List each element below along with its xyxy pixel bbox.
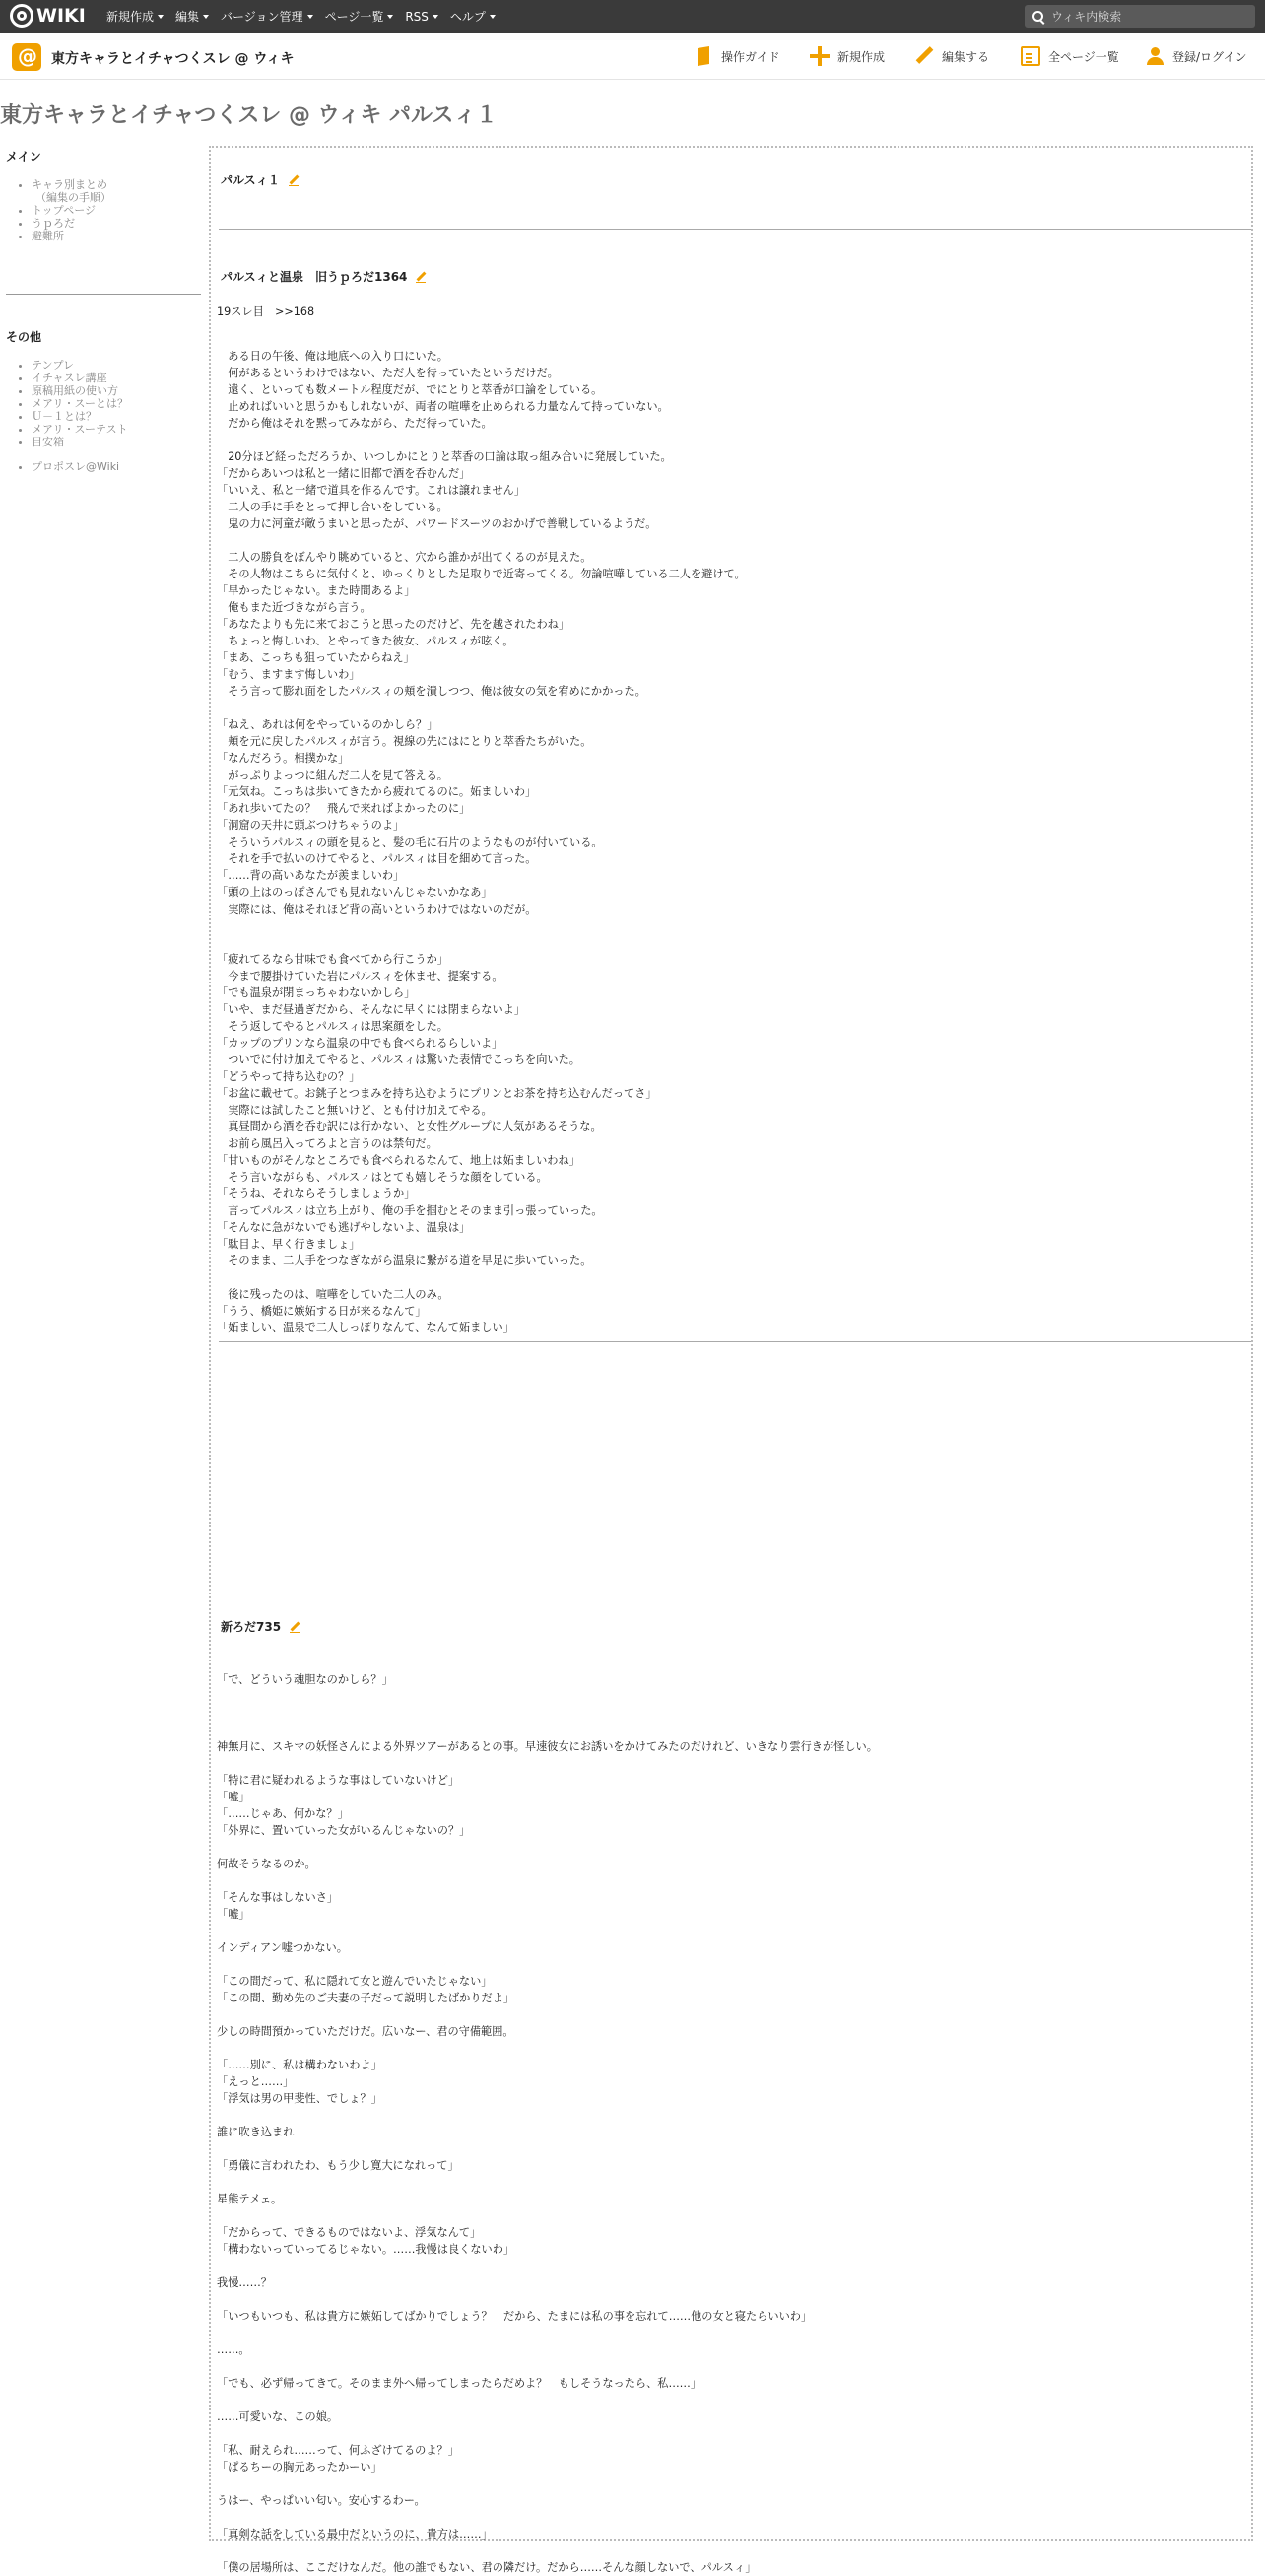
story-line	[217, 2542, 1241, 2559]
sidebar-main-list	[6, 178, 203, 242]
story-line: 何があるというわけではない、ただ人を待っていたというだけだ。	[217, 367, 559, 379]
story-line: そのまま、二人手をつなぎながら温泉に繋がる道を早足に歩いていった。	[217, 1254, 592, 1267]
sidebar-item[interactable]: • 避難所	[32, 230, 203, 242]
story-line: 「駄目よ、早く行きましょ」	[217, 1238, 361, 1251]
sidebar	[6, 148, 203, 508]
story-line	[217, 331, 1241, 348]
story-line	[217, 1839, 1241, 1856]
story-line: 「ぱるちーの胸元あったかーい」	[217, 2461, 382, 2474]
story-line	[217, 1705, 1241, 1722]
story-line: 少しの時間預かっていただけだ。広いなー、君の守備範囲。	[217, 2025, 514, 2038]
story-line: 「嘘」	[217, 1791, 250, 1803]
story-line: ちょっと悔しいわ、とやってきた彼女、パルスィが呟く。	[217, 635, 514, 647]
story-line: 「……別に、私は構わないわよ」	[217, 2059, 382, 2071]
story-line: 「疲れてるなら甘味でも食べてから行こうか」	[217, 953, 448, 966]
story-line	[217, 1638, 1241, 1655]
story-text	[217, 331, 1241, 1336]
top-menu	[106, 0, 507, 33]
story-line: 止めればいいと思うかもしれないが、両者の喧嘩を止められる力量なんて持っていない。	[217, 400, 669, 413]
story-line: ……可愛いな、この娘。	[217, 2410, 339, 2423]
story-line	[217, 917, 1241, 934]
story-line: 「洞窟の天井に頭ぶつけちゃうのよ」	[217, 819, 405, 832]
story-line: 二人の勝負をぼんやり眺めていると、穴から誰かが出てくるのが見えた。	[217, 551, 592, 564]
caret-down-icon	[387, 15, 393, 19]
story-line	[217, 2509, 1241, 2526]
all-pages-button[interactable]: 全ページ一覧	[1021, 45, 1119, 67]
story-line: 後に残ったのは、喧嘩をしていた二人のみ。	[217, 1288, 449, 1301]
story-line	[217, 1872, 1241, 1889]
menu-page-list[interactable]: ページ一覧	[325, 8, 394, 25]
plus-icon	[810, 46, 830, 66]
page-title: 東方キャラとイチャつくスレ @ ウィキ パルスィ１	[0, 103, 498, 128]
wiki-search	[1025, 5, 1255, 28]
story-line: 「そうね、それならそうしましょうか」	[217, 1187, 416, 1200]
story-line: 星熊テメェ。	[217, 2193, 283, 2205]
story-line	[217, 1755, 1241, 1772]
story-line: そう言って膨れ面をしたパルスィの頬を潰しつつ、俺は彼女の気を宥めにかかった。	[217, 685, 646, 698]
story-line: 「だからって、できるものではないよ、浮気なんて」	[217, 2226, 482, 2239]
story-line: 「なんだろう。相撲かな」	[217, 752, 350, 765]
story-line: 「うう、橋姫に嫉妬する日が来るなんて」	[217, 1305, 427, 1318]
story-line: 「元気ね。こっちは歩いてきたから疲れてるのに。妬ましいわ」	[217, 785, 537, 798]
top-navbar	[0, 0, 1265, 33]
story-line: 「あなたよりも先に来ておこうと思ったのだけど、先を越されたわね」	[217, 618, 570, 631]
story-line	[217, 2006, 1241, 2023]
story-line: 今まで腰掛けていた岩にパルスィを休ませ、提案する。	[217, 970, 503, 983]
section-divider	[219, 1341, 1251, 1342]
story-line: 遠く、といっても数メートル程度だが、でにとりと萃香が口論をしている。	[217, 383, 603, 396]
story-line: 「甘いものがそんなところでも食べられるなんて、地上は妬ましいわね」	[217, 1154, 580, 1167]
search-icon[interactable]	[1032, 11, 1043, 22]
story-line: 「構わないっていってるじゃない。……我慢は良くないわ」	[217, 2243, 515, 2256]
story-line: ある日の午後、俺は地底への入り口にいた。	[217, 350, 448, 363]
story-line: がっぷりよっつに組んだ二人を見て答える。	[217, 769, 448, 781]
new-page-button[interactable]: 新規作成	[810, 45, 885, 67]
story-line	[217, 2291, 1241, 2308]
sidebar-item[interactable]: • Ｕ－１とは？	[32, 410, 203, 423]
section-divider	[219, 229, 1251, 230]
menu-help[interactable]: ヘルプ	[450, 8, 496, 25]
story-line: 20分ほど経っただろうか、いつしかにとりと萃香の口論は取っ組み合いに発展していた。	[217, 450, 672, 463]
story-line: 「あれ歩いてたの？ 飛んで来ればよかったのに」	[217, 802, 471, 815]
story-line	[217, 2325, 1241, 2341]
story-line: 「この間だって、私に隠れて女と遊んでいたじゃない」	[217, 1975, 493, 1988]
story-line	[217, 2358, 1241, 2375]
add-user-icon	[1145, 46, 1165, 66]
story-line: ついでに付け加えてやると、パルスィは驚いた表情でこっちを向いた。	[217, 1053, 580, 1066]
story-line: 「私、耐えられ……って、何ふざけてるのよ？」	[217, 2444, 459, 2457]
story-line	[217, 700, 1241, 716]
story-line: 「ねえ、あれは何をやっているのかしら？」	[217, 718, 438, 731]
story-line: それを手で払いのけてやると、パルスィは目を細めて言った。	[217, 852, 537, 865]
menu-new[interactable]: 新規作成	[106, 8, 164, 25]
story-line: 「そんな事はしないさ」	[217, 1891, 339, 1904]
story-line: 「特に君に疑われるような事はしていないけど」	[217, 1774, 460, 1787]
story-line: 「でも温泉が閉まっちゃわないかしら」	[217, 986, 416, 999]
story-line: 「頭の上はのっぽさんでも見れないんじゃないかなあ」	[217, 886, 493, 899]
story-line	[217, 1722, 1241, 1738]
sidebar-item[interactable]: • 原稿用紙の使い方	[32, 384, 203, 397]
story-line: 誰に吹き込まれ	[217, 2126, 295, 2138]
story-line	[217, 532, 1241, 549]
story-text	[217, 1638, 1241, 2576]
story-heading: 新ろだ735	[221, 1618, 300, 1635]
story-line: 頬を元に戻したパルスィが言う。視線の先にはにとりと萃香たちがいた。	[217, 735, 592, 748]
site-header	[0, 33, 1265, 80]
main-content	[209, 146, 1253, 2574]
story-line: 何故そうなるのか。	[217, 1858, 316, 1870]
story-line	[217, 1269, 1241, 1286]
edit-pencil-icon[interactable]	[288, 174, 300, 186]
story-line: 「……背の高いあなたが羨ましいわ」	[217, 869, 405, 882]
story-line: 神無月に、スキマの妖怪さんによる外界ツアーがあるとの事。早速彼女にお誘いをかけてみたのだけれど、いきなり雲行きが怪しい。	[217, 1740, 878, 1753]
story-line	[217, 432, 1241, 448]
story-line: 我慢……？	[217, 2276, 272, 2289]
caret-down-icon	[203, 15, 209, 19]
story-line	[217, 2425, 1241, 2442]
story-line: 実際には試したこと無いけど、とも付け加えてやる。	[217, 1104, 493, 1117]
sidebar-item[interactable]: • メアリ・スーテスト	[32, 423, 203, 436]
caret-down-icon	[490, 15, 496, 19]
story-line: 「早かったじゃない。また時間あるよ」	[217, 584, 416, 597]
edit-page-button[interactable]: 編集する	[914, 45, 989, 67]
sidebar-link-list	[6, 460, 203, 473]
story-line: 「で、どういう魂胆なのかしら？」	[217, 1673, 393, 1686]
story-line	[217, 2040, 1241, 2057]
story-line	[217, 2475, 1241, 2492]
sidebar-other-list	[6, 359, 203, 448]
story-line: 「カップのプリンなら温泉の中でも食べられるらしいよ」	[217, 1037, 503, 1050]
edit-pencil-icon[interactable]	[415, 271, 427, 283]
story-line: 「外界に、置いていった女がいるんじゃないの？」	[217, 1824, 471, 1837]
site-title[interactable]: 東方キャラとイチャつくスレ @ ウィキ	[51, 51, 295, 67]
site-logo-icon[interactable]	[12, 43, 41, 71]
sidebar-item[interactable]: • メアリ・スーとは？	[32, 397, 203, 410]
story-line: 「だからあいつは私と一緒に旧都で酒を呑むんだ」	[217, 467, 471, 480]
story-line: 「いや、まだ昼過ぎだから、そんなに早くには閉まらないよ」	[217, 1003, 526, 1016]
sidebar-item[interactable]: • テンプレ	[32, 359, 203, 372]
story-line: 「そんなに急がないでも逃げやしないよ、温泉は」	[217, 1221, 471, 1234]
story-line	[217, 1923, 1241, 1939]
story-line: 「まあ、こっちも狙っていたからねえ」	[217, 651, 415, 664]
story-line	[217, 2107, 1241, 2124]
story-line: そう言いながらも、パルスィはとても嬉しそうな顔をしている。	[217, 1171, 548, 1184]
sidebar-item[interactable]: • キャラ別まとめ （編集の手順）	[32, 178, 203, 204]
story-line: 「むう、ますます悔しいわ」	[217, 668, 361, 681]
story-line: 「妬ましい、温泉で二人しっぽりなんて、なんて妬ましい」	[217, 1322, 514, 1334]
caret-down-icon	[433, 15, 438, 19]
story-line: ……。	[217, 2343, 250, 2356]
story-line	[217, 2207, 1241, 2224]
story-line: 「いいえ、私と一緒で道具を作るんです。これは譲れません」	[217, 484, 526, 497]
atwiki-logo[interactable]	[10, 4, 86, 28]
story-line: その人物はこちらに気付くと、ゆっくりとした足取りで近寄ってくる。勿論喧嘩している二人を避けて。	[217, 568, 746, 580]
story-line	[217, 1655, 1241, 1671]
sidebar-heading-main: メイン	[6, 150, 41, 164]
story-line: だから俺はそれを黙ってみながら、ただ待っていた。	[217, 417, 493, 430]
story-line: 「えっと……」	[217, 2075, 295, 2088]
pencil-icon	[914, 46, 934, 66]
sidebar-item[interactable]: • プロポスレ@Wiki	[32, 460, 203, 473]
story-line	[217, 934, 1241, 951]
logo-text: WIKI	[36, 5, 86, 27]
login-button[interactable]: 登録/ログイン	[1145, 45, 1246, 67]
story-line: うはー、やっぱいい匂い。安心するわー。	[217, 2494, 426, 2507]
at-logo-icon	[10, 4, 33, 28]
sidebar-item[interactable]: • 目安箱	[32, 436, 203, 448]
story-line	[217, 2392, 1241, 2408]
story-line	[217, 1688, 1241, 1705]
story-line: そう返してやるとパルスィは思案顔をした。	[217, 1020, 448, 1033]
story-ref: 19スレ目 >>168	[217, 305, 315, 318]
story-line: 俺もまた近づきながら言う。	[217, 601, 371, 614]
story-line: 「いつもいつも、私は貴方に嫉妬してばかりでしょう？ だから、たまには私の事を忘れて……他の女と寝たらいいわ」	[217, 2310, 813, 2323]
page-list-icon	[1021, 46, 1040, 66]
guide-button[interactable]: 操作ガイド	[694, 45, 780, 67]
story-line	[217, 1956, 1241, 1973]
story-heading: パルスィと温泉 旧うｐろだ1364	[221, 268, 427, 285]
sidebar-heading-other: その他	[6, 330, 42, 344]
story-line: 実際には、俺はそれほど背の高いというわけではないのだが。	[217, 903, 537, 915]
menu-version[interactable]: バージョン管理	[221, 8, 313, 25]
search-input[interactable]	[1051, 10, 1248, 24]
story-line: お前ら風呂入ってろよと言うのは禁句だ。	[217, 1137, 437, 1150]
story-line: 真昼間から酒を呑む訳には行かない、と女性グループに人気があるそうな。	[217, 1120, 602, 1133]
story-line: 「……じゃあ、何かな？」	[217, 1807, 349, 1820]
story-line: 鬼の力に河童が敵うまいと思ったが、パワードスーツのおかげで善戦しているようだ。	[217, 517, 657, 530]
sidebar-item[interactable]: • イチャスレ講座	[32, 372, 203, 384]
story-line	[217, 2258, 1241, 2274]
story-line: 「でも、必ず帰ってきて。そのまま外へ帰ってしまったらだめよ？ もしそうなったら、私……」	[217, 2377, 702, 2390]
story-line: そういうパルスィの頭を見ると、髪の毛に石片のようなものが付いている。	[217, 836, 603, 848]
menu-rss[interactable]: RSS	[405, 10, 438, 24]
story-line: 「嘘」	[217, 1908, 250, 1921]
section-heading: パルスィ１	[221, 171, 300, 188]
story-line: 「どうやって持ち込むの？」	[217, 1070, 361, 1083]
sidebar-divider	[6, 294, 201, 295]
story-line: 「僕の居場所は、ここだけなんだ。他の誰でもない、君の隣だけ。だから……そんな顔しないで、パルスィ」	[217, 2561, 757, 2574]
edit-pencil-icon[interactable]	[289, 1621, 300, 1633]
story-line: 言ってパルスィは立ち上がり、俺の手を掴むとそのまま引っ張っていった。	[217, 1204, 603, 1217]
story-line	[217, 2174, 1241, 2191]
story-line: 「この間、勤め先のご夫妻の子だって説明したばかりだよ」	[217, 1992, 515, 2004]
caret-down-icon	[307, 15, 313, 19]
story-line: 「お盆に載せて。お銚子とつまみを持ち込むようにプリンとお茶を持ち込むんだってさ」	[217, 1087, 657, 1100]
sidebar-item[interactable]: • うｐろだ	[32, 217, 203, 230]
caret-down-icon	[158, 15, 164, 19]
story-line: インディアン嘘つかない。	[217, 1941, 348, 1954]
story-line	[217, 2140, 1241, 2157]
story-line: 「勇儀に言われたわ、もう少し寛大になれって」	[217, 2159, 459, 2172]
sidebar-item[interactable]: • トップページ	[32, 204, 203, 217]
story-line: 「真剣な話をしている最中だというのに、貴方は……」	[217, 2528, 493, 2541]
menu-edit[interactable]: 編集	[175, 8, 209, 25]
story-line: 二人の手に手をとって押し合いをしている。	[217, 501, 448, 513]
story-line: 「浮気は男の甲斐性、でしょ？」	[217, 2092, 382, 2105]
book-icon	[694, 46, 713, 66]
